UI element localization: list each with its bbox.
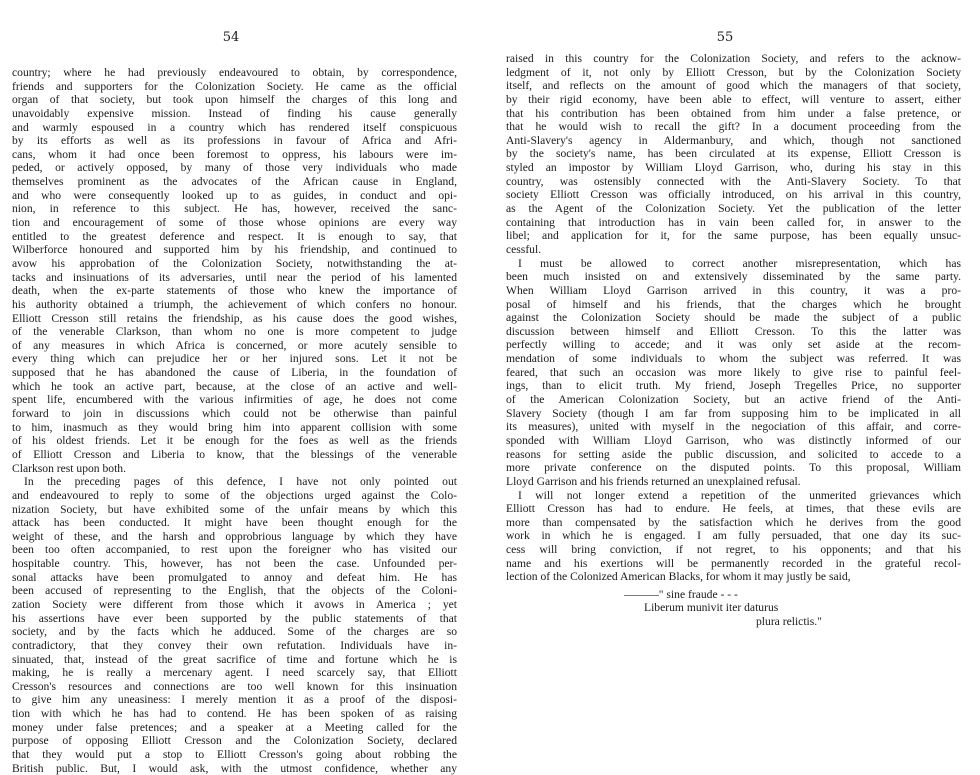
page-text: [506, 52, 961, 628]
latin-quote-line: plura relictis.": [756, 614, 822, 628]
text-line: that his contribution has been obtained from him under a false pretence, or: [506, 106, 961, 120]
text-line: his assertions have ever been supported by the public statements of that: [12, 611, 457, 625]
text-line: which he took an active part, because, at the close of an active and well-: [12, 379, 457, 393]
text-line: cess will bring conviction, if not regret, to his opponents; and that his: [506, 543, 961, 557]
page-text: [12, 66, 457, 775]
text-line: zation Society were different from those which it avows in America ; yet: [12, 597, 457, 611]
text-line: been much insisted on and extensively disseminated by the same party.: [506, 270, 961, 284]
text-line: and endeavoured to reply to some of the objections urged against the Colo-: [12, 488, 457, 502]
text-line: sonal attacks have been promulgated to annoy and defeat him. He has: [12, 570, 457, 584]
text-line: When William Lloyd Garrison arrived in this country, it was a pro-: [506, 283, 961, 297]
text-line: containing that introduction has in vain been called for, in answer to the: [506, 215, 961, 229]
text-line: tion with which he has had to contend. He has been spoken of as raising: [12, 707, 457, 721]
text-line: nion, in reference to this subject. He has, however, received the sanc-: [12, 202, 457, 216]
text-line: been accused of representing to the English, that the objects of the Coloni-: [12, 584, 457, 598]
text-line: more private conference on the disputed points. To this proposal, William: [506, 461, 961, 475]
text-line: his authority obtained a triumph, the achievement of which confers no honour.: [12, 297, 457, 311]
text-line: of his oldest friends. Let it be enough for the foes as well as the friends: [12, 434, 457, 448]
text-line: raised in this country for the Colonization Society, and refers to the acknow-: [506, 52, 961, 65]
text-line: forward to join in discussions which could not be otherwise than painful: [12, 407, 457, 421]
text-line: tion and encouragement of some of those whose opinions are every way: [12, 216, 457, 230]
text-line: by their rigid economy, have been able to effect, will venture to assert, either: [506, 92, 961, 106]
text-line: cessful.: [506, 242, 542, 256]
text-line: work in which he is engaged. I am fully persuaded, that one day its suc-: [506, 529, 961, 543]
text-line: of Elliott Cresson and Liberia to know, that the blessings of the venerable: [12, 447, 457, 461]
text-line: supposed that he has abandoned the cause of Liberia, in the foundation of: [12, 366, 457, 380]
text-line: lection of the Colonized American Blacks, for whom it may justly be said,: [506, 570, 851, 584]
text-line: sinuated, that, instead of the great sacrifice of time and fortune which he is: [12, 652, 457, 666]
text-line: country, was ostensibly connected with the Anti-Slavery Society. To that: [506, 174, 961, 188]
text-line: I must be allowed to correct another misrepresentation, which has: [518, 256, 961, 270]
text-line: unavoidably expensive mission. Instead of finding his cause generally: [12, 106, 457, 120]
text-line: British public. But, I would ask, with the utmost confidence, whether any: [12, 761, 457, 775]
text-line: Elliott Cresson still retains the friendship, as his cause does the good wishes,: [12, 311, 457, 325]
text-line: by its efforts as well as its professions in favour of Africa and Afri-: [12, 134, 457, 148]
text-line: ings, than to elicit truth. My friend, Joseph Tregelles Price, no supporter: [506, 379, 961, 393]
text-line: sponded with William Lloyd Garrison, who was distinctly informed of our: [506, 433, 961, 447]
text-line: libel; and application for it, for the same purpose, has been equally unsuc-: [506, 229, 961, 243]
page-number: 55: [716, 30, 734, 45]
text-line: of the venerable Clarkson, than whom no one is more competent to judge: [12, 325, 457, 339]
text-line: nization Society, but have exhibited some of the unfair means by which this: [12, 502, 457, 516]
text-line: Wilberforce honoured and supported him by his friendship, and continued to: [12, 243, 457, 257]
text-line: weight of these, and the harsh and opprobrious language by which they have: [12, 529, 457, 543]
text-line: Anti-Slavery's agency in Aldermanbury, and which, though not sanctioned: [506, 133, 961, 147]
text-line: been too often accompanied, to rest upon the foreigner who has visited our: [12, 543, 457, 557]
text-line: purpose of opposing Elliott Cresson and the Colonization Society, declared: [12, 734, 457, 748]
text-line: feared, that such an occasion was more likely to give rise to painful feel-: [506, 365, 961, 379]
text-line: peded, or actively opposed, by many of those very individuals who made: [12, 161, 457, 175]
text-line: styled an impostor by William Lloyd Garrison, who, during his stay in this: [506, 161, 961, 175]
text-line: Slavery Society (though I am far from supposing him to be implicated in all: [506, 406, 961, 420]
text-line: death, when the ex-parte statements of those who knew the importance of: [12, 284, 457, 298]
text-line: themselves prominent as the advocates of the African cause in England,: [12, 175, 457, 189]
text-line: its measures), united with myself in the negociation of this affair, and corre-: [506, 420, 961, 434]
text-line: by the society's name, has been circulated at its expense, Elliott Cresson is: [506, 147, 961, 161]
text-line: perfectly willing to accede; and it was only set aside at the recom-: [506, 338, 961, 352]
text-line: ledgment of it, not only by Elliott Cresson, but by the Colonization Society: [506, 65, 961, 79]
text-line: hospitable country. This, however, has not been the case. Unfounded per-: [12, 557, 457, 571]
text-line: more than compensated by the satisfaction which he derives from the good: [506, 515, 961, 529]
page-number: 54: [222, 30, 240, 45]
text-line: that they would put a stop to Elliott Cresson's going about robbing the: [12, 748, 457, 762]
latin-quote-line: ———" sine fraude - - -: [624, 587, 738, 601]
text-line: mendation of some individuals to whom the subject was referred. It was: [506, 352, 961, 366]
text-line: name and his exertions will be permanently recorded in the grateful recol-: [506, 556, 961, 570]
right-page: [490, 0, 980, 775]
text-line: contradictory, that they convey their own refutation. Individuals have in-: [12, 638, 457, 652]
text-line: tacks and insinuations of its adversaries, until near the period of his lamented: [12, 270, 457, 284]
text-line: to him, inasmuch as they would bring him into apparent collision with some: [12, 420, 457, 434]
text-line: and who were consequently looked up to as guides, in conduct and opi-: [12, 188, 457, 202]
text-line: making, he is really a mercenary agent. I need scarcely say, that Elliott: [12, 666, 457, 680]
text-line: attack has been conducted. It might have been thought enough for the: [12, 516, 457, 530]
text-line: Lloyd Garrison and his friends returned an unexplained refusal.: [506, 474, 801, 488]
latin-quote-line: Liberum munivit iter daturus: [644, 601, 779, 615]
text-line: In the preceding pages of this defence, I have not only pointed out: [24, 475, 457, 489]
text-line: avow his approbation of the Colonization Society, notwithstanding the at-: [12, 256, 457, 270]
text-line: money under false pretences; and a speaker at a Meeting called for the: [12, 720, 457, 734]
text-line: against the Colonization Society should be made the subject of a public: [506, 311, 961, 325]
text-line: discussion between himself and Elliott Cresson. To this the latter was: [506, 324, 961, 338]
text-line: country; where he had previously endeavoured to obtain, by correspondence,: [12, 66, 457, 79]
text-line: society Elliott Cresson was officially introduced, on his arrival in this country,: [506, 188, 961, 202]
text-line: cans, whom it had once been foremost to oppress, his labours were im-: [12, 147, 457, 161]
text-line: Elliott Cresson has had to endure. He feels, at times, that these evils are: [506, 502, 961, 516]
text-line: of the American Colonization Society, but an active friend of the Anti-: [506, 393, 961, 407]
text-line: organ of that society, but took upon himself the charges of this long and: [12, 93, 457, 107]
text-line: entitled to the greatest deference and respect. It is enough to say, that: [12, 229, 457, 243]
text-line: friends and supporters for the Colonization Society. He came as the official: [12, 79, 457, 93]
text-line: Clarkson rest upon both.: [12, 461, 126, 475]
text-line: as the Agent of the Colonization Society. Yet the publication of the letter: [506, 202, 961, 216]
text-line: that he would wish to recall the gift? In a document proceeding from the: [506, 120, 961, 134]
text-line: Cresson's resources and connections are too well known for this insinuation: [12, 679, 457, 693]
text-line: of any measures in which Africa is concerned, or more acutely sensible to: [12, 338, 457, 352]
text-line: spent life, encumbered with the various infirmities of age, he does not come: [12, 393, 457, 407]
text-line: reasons for setting aside the public discussion, and solicited to accede to a: [506, 447, 961, 461]
text-line: to give him any uneasiness: I merely mention it as a proof of the disposi-: [12, 693, 457, 707]
text-line: posal of himself and his friends, that the charges which he brought: [506, 297, 961, 311]
text-line: every thing which can prejudice her or her injured sons. Let it not be: [12, 352, 457, 366]
text-line: itself, and reflects on the amount of good which the managers of that society,: [506, 79, 961, 93]
text-line: I will not longer extend a repetition of the unmerited grievances which: [518, 488, 961, 502]
text-line: and warmly espoused in a country which has rendered itself conspicuous: [12, 120, 457, 134]
text-line: society, and by the facts which he adduced. Some of the charges are so: [12, 625, 457, 639]
